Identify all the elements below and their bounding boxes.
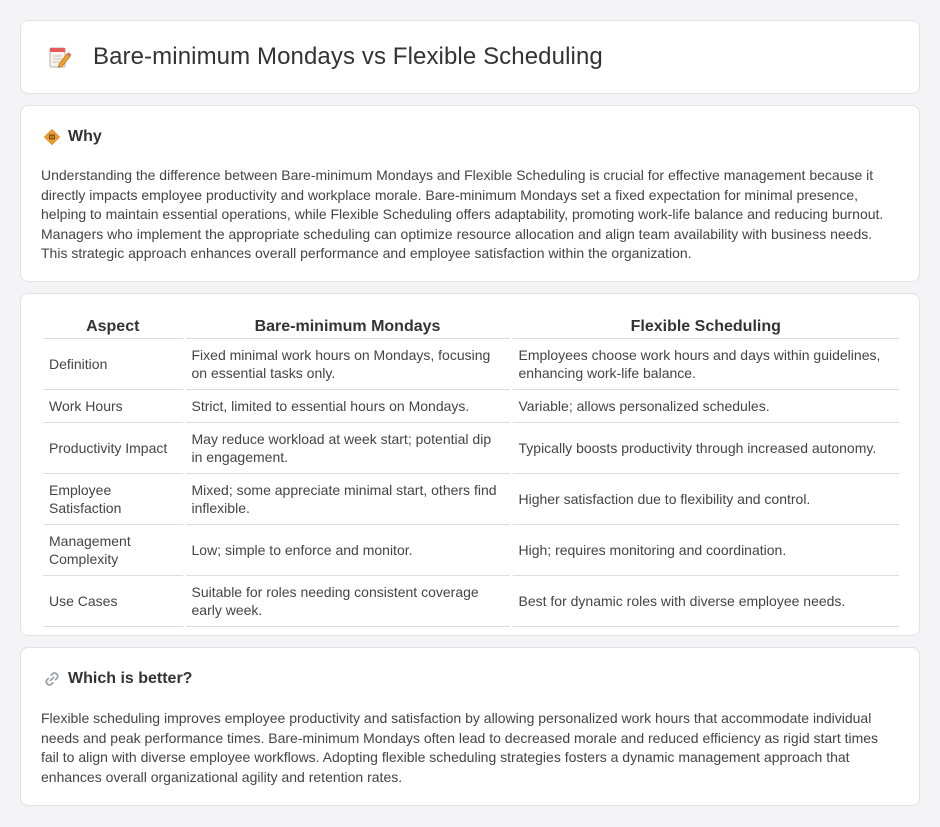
header-bare-minimum-mondays: Bare-minimum Mondays (184, 316, 511, 338)
better-heading (43, 670, 192, 688)
header-aspect: Aspect (43, 316, 184, 338)
flexible-cell: Variable; allows personalized schedules. (511, 389, 899, 422)
warning-diamond-icon (43, 128, 61, 146)
title-row (45, 43, 603, 71)
table-row (43, 389, 899, 422)
bare-minimum-cell: Strict, limited to essential hours on Mondays. (184, 389, 511, 422)
bare-minimum-cell: Low; simple to enforce and monitor. (184, 524, 511, 575)
page-title: Bare-minimum Mondays vs Flexible Scheduling (93, 43, 603, 70)
bare-minimum-cell: Fixed minimal work hours on Mondays, focusing on essential tasks only. (184, 338, 511, 389)
table-row (43, 422, 899, 473)
why-heading (43, 128, 102, 146)
better-text: Flexible scheduling improves employee productivity and satisfaction by allowing personalized work hours that accommodate individual needs and peak performance times. Bare-minimum Mondays often lead to decreased morale and reduced efficiency as rigid start times fail to align with diverse employee workflows. Adopting flexible scheduling strategies fosters a dynamic management approach that enhances overall organizational agility and retention rates. (41, 710, 879, 785)
better-title: Which is better? (68, 670, 193, 687)
aspect-cell: Employee Satisfaction (43, 473, 184, 524)
aspect-cell: Productivity Impact (43, 422, 184, 473)
table-row (43, 575, 899, 626)
header-flexible-scheduling: Flexible Scheduling (511, 316, 899, 338)
which-is-better-section (20, 647, 920, 806)
table-row (43, 473, 899, 524)
table-header-row (43, 316, 899, 338)
comparison-section (20, 293, 920, 636)
bare-minimum-cell: Suitable for roles needing consistent coverage early week. (184, 575, 511, 626)
flexible-cell: Employees choose work hours and days within guidelines, enhancing work-life balance. (511, 338, 899, 389)
notepad-pencil-icon (45, 43, 73, 71)
table-row (43, 338, 899, 389)
header-card (20, 20, 920, 94)
bare-minimum-cell: Mixed; some appreciate minimal start, others find inflexible. (184, 473, 511, 524)
why-section (20, 105, 920, 282)
flexible-cell: Higher satisfaction due to flexibility and control. (511, 473, 899, 524)
bare-minimum-cell: May reduce workload at week start; potential dip in engagement. (184, 422, 511, 473)
link-chain-icon (43, 670, 61, 688)
flexible-cell: Typically boosts productivity through increased autonomy. (511, 422, 899, 473)
aspect-cell: Management Complexity (43, 524, 184, 575)
aspect-cell: Work Hours (43, 389, 184, 422)
flexible-cell: Best for dynamic roles with diverse employee needs. (511, 575, 899, 626)
aspect-cell: Definition (43, 338, 184, 389)
flexible-cell: High; requires monitoring and coordination. (511, 524, 899, 575)
comparison-table (43, 316, 899, 627)
aspect-cell: Use Cases (43, 575, 184, 626)
why-title: Why (68, 128, 102, 145)
why-text: Understanding the difference between Bare-minimum Mondays and Flexible Scheduling is crucial for effective management because it directly impacts employee productivity and workplace morale. Bare-minimum Mondays set a fixed expectation for minimal presence, helping to maintain essential operations, while Flexible Scheduling offers adaptability, promoting work-life balance and reducing burnout. Managers who implement the appropriate scheduling can optimize resource allocation and align team availability with business needs. This strategic approach enhances overall performance and employee satisfaction within the organization. (41, 167, 884, 262)
table-row (43, 524, 899, 575)
